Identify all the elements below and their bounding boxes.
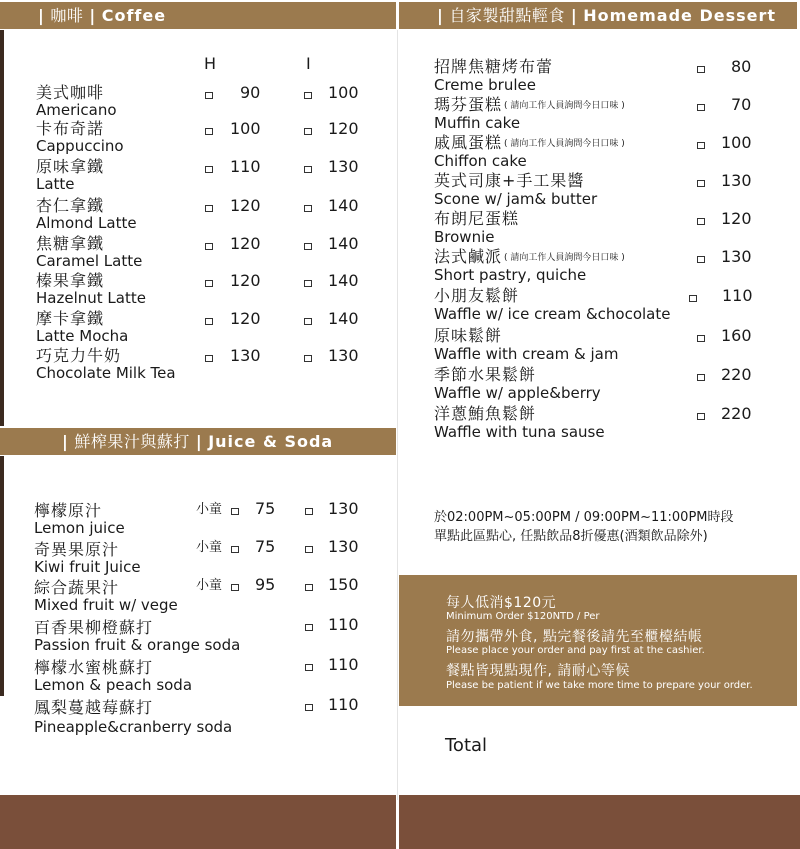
- iced-checkbox[interactable]: [304, 205, 312, 212]
- dessert-name-zh: 瑪芬蛋糕: [434, 95, 503, 114]
- hot-checkbox[interactable]: [205, 128, 213, 135]
- juice-item-name-zh: 綜合蔬果汁: [34, 578, 120, 597]
- dessert-price: 220: [721, 404, 752, 423]
- dessert-item-name-en: Waffle w/ apple&berry: [434, 383, 601, 402]
- juice-item-name-en: Lemon juice: [34, 519, 125, 537]
- dessert-item-name-en: Short pastry, quiche: [434, 265, 587, 284]
- juice-item-name-zh: 檸檬原汁: [34, 501, 103, 520]
- dessert-name-zh: 招牌焦糖烤布蕾: [434, 57, 554, 76]
- coffee-item: [36, 272, 146, 307]
- dessert-name-zh: 洋蔥鮪魚鬆餅: [434, 404, 537, 423]
- coffee-item-name-en: Caramel Latte: [36, 252, 143, 270]
- dessert-price: 220: [721, 365, 752, 384]
- hot-price: 110: [230, 157, 261, 176]
- juice-item-name-zh: 檸檬水蜜桃蘇打: [34, 658, 154, 677]
- dessert-item-name-zh: [434, 366, 601, 385]
- regular-checkbox[interactable]: [305, 704, 313, 711]
- column-header-hot: H: [204, 54, 217, 73]
- juice-item-name-en: Lemon & peach soda: [34, 676, 193, 694]
- iced-price: 140: [328, 271, 359, 290]
- juice-section-header: | 鮮榨果汁與蘇打 | Juice & Soda: [0, 428, 396, 455]
- juice-item: [34, 699, 232, 736]
- hot-checkbox[interactable]: [205, 166, 213, 173]
- dessert-checkbox[interactable]: [697, 142, 705, 149]
- hot-checkbox[interactable]: [205, 355, 213, 362]
- kid-size-label: 小童: [196, 578, 223, 593]
- dessert-item-name-en: Waffle with tuna sause: [434, 422, 605, 441]
- dessert-item: [434, 405, 605, 441]
- dessert-checkbox[interactable]: [697, 218, 705, 225]
- dessert-checkbox[interactable]: [697, 335, 705, 342]
- minimum-order-zh: 每人低消$120元: [446, 595, 557, 611]
- dessert-item: [434, 248, 625, 284]
- patience-zh: 餐點皆現點現作, 請耐心等候: [446, 663, 630, 679]
- hot-price: 120: [230, 309, 261, 328]
- iced-checkbox[interactable]: [304, 128, 312, 135]
- coffee-item: [36, 235, 142, 270]
- coffee-item-name-en: Almond Latte: [36, 214, 137, 232]
- hot-price: 120: [230, 196, 261, 215]
- pay-first-en: Please place your order and pay first at the cashier.: [446, 645, 705, 656]
- kid-size-label: 小童: [196, 540, 223, 555]
- juice-item: [34, 619, 240, 654]
- patience-en: Please be patient if we take more time to prepare your order.: [446, 680, 753, 691]
- coffee-item: [36, 120, 124, 155]
- dessert-item: [434, 327, 618, 363]
- notice-panel: [399, 575, 797, 706]
- coffee-item: [36, 310, 128, 345]
- coffee-item-name-en: Hazelnut Latte: [36, 289, 146, 307]
- dessert-name-zh: 法式鹹派: [434, 247, 503, 266]
- juice-header-zh: 鮮榨果汁與蘇打: [74, 432, 190, 451]
- column-divider: [397, 30, 398, 800]
- iced-checkbox[interactable]: [304, 92, 312, 99]
- column-header-iced: I: [306, 54, 311, 73]
- iced-price: 100: [328, 83, 359, 102]
- promo-discount: 單點此區點心, 任點飲品8折優惠(酒類飲品除外): [434, 529, 708, 544]
- dessert-item: [434, 172, 597, 208]
- regular-price: 130: [328, 537, 359, 556]
- dessert-item-name-zh: [434, 287, 670, 306]
- dessert-name-zh: 戚風蛋糕: [434, 133, 503, 152]
- coffee-item-name-en: Latte Mocha: [36, 327, 129, 345]
- regular-checkbox[interactable]: [305, 508, 313, 515]
- dessert-price: 130: [721, 171, 752, 190]
- dessert-flavor-note: ( 請向工作人員詢問今日口味 ): [504, 100, 625, 111]
- kid-price: 75: [255, 537, 276, 556]
- iced-checkbox[interactable]: [304, 243, 312, 250]
- juice-item: [34, 502, 125, 537]
- regular-price: 150: [328, 575, 359, 594]
- dessert-name-zh: 原味鬆餅: [434, 326, 503, 345]
- regular-checkbox[interactable]: [305, 546, 313, 553]
- dessert-item-name-zh: [434, 405, 605, 424]
- hot-price: 90: [240, 83, 261, 102]
- dessert-item-name-en: Brownie: [434, 227, 495, 246]
- juice-item-name-zh: 百香果柳橙蘇打: [34, 618, 154, 637]
- kid-size-checkbox[interactable]: [231, 584, 239, 591]
- coffee-item-name-en: Cappuccino: [36, 137, 124, 155]
- iced-price: 130: [328, 157, 359, 176]
- coffee-item-name-zh: 美式咖啡: [36, 83, 105, 102]
- dessert-flavor-note: ( 請向工作人員詢問今日口味 ): [504, 252, 625, 263]
- dessert-item-name-en: Waffle w/ ice cream &chocolate: [434, 304, 671, 323]
- iced-price: 140: [328, 234, 359, 253]
- dessert-name-zh: 季節水果鬆餅: [434, 365, 537, 384]
- dessert-name-zh: 布朗尼蛋糕: [434, 209, 520, 228]
- total-label: Total: [445, 735, 488, 756]
- dessert-price: 110: [722, 286, 753, 305]
- dessert-item: [434, 134, 625, 170]
- dessert-price: 160: [721, 326, 752, 345]
- kid-size-checkbox[interactable]: [231, 508, 239, 515]
- juice-item-name-en: Mixed fruit w/ vege: [34, 596, 178, 614]
- iced-checkbox[interactable]: [304, 355, 312, 362]
- coffee-item: [36, 347, 176, 382]
- kid-size-label: 小童: [196, 502, 223, 517]
- juice-item-name-en: Passion fruit & orange soda: [34, 636, 241, 654]
- coffee-item-name-zh: 卡布奇諾: [36, 119, 105, 138]
- coffee-item-name-en: Latte: [36, 175, 75, 193]
- iced-price: 140: [328, 196, 359, 215]
- juice-item-name-en: Pineapple&cranberry soda: [34, 718, 233, 736]
- coffee-header-zh: 咖啡: [50, 6, 84, 25]
- hot-checkbox[interactable]: [205, 243, 213, 250]
- coffee-header-en: Coffee: [101, 6, 167, 25]
- dessert-price: 70: [731, 95, 752, 114]
- pay-first-zh: 請勿攜帶外食, 點完餐後請先至櫃檯結帳: [446, 629, 703, 645]
- regular-checkbox[interactable]: [305, 664, 313, 671]
- dessert-item: [434, 96, 625, 132]
- dessert-item: [434, 210, 521, 246]
- coffee-item-name-en: Americano: [36, 101, 117, 119]
- dessert-price: 120: [721, 209, 752, 228]
- dessert-price: 80: [731, 57, 752, 76]
- dessert-header-en: Homemade Dessert: [583, 6, 777, 25]
- regular-price: 130: [328, 499, 359, 518]
- dessert-item: [434, 287, 670, 323]
- dessert-item-name-en: Waffle with cream & jam: [434, 344, 619, 363]
- dessert-price: 130: [721, 247, 752, 266]
- left-edge-shadow: [0, 456, 4, 696]
- dessert-item-name-zh: [434, 210, 521, 229]
- dessert-item-name-zh: [434, 58, 555, 77]
- dessert-checkbox[interactable]: [697, 66, 705, 73]
- left-edge-shadow: [0, 30, 4, 426]
- juice-header-en: Juice & Soda: [208, 432, 334, 451]
- promo-hours: 於02:00PM~05:00PM / 09:00PM~11:00PM時段: [434, 510, 734, 525]
- juice-item-name-en: Kiwi fruit Juice: [34, 558, 141, 576]
- iced-checkbox[interactable]: [304, 318, 312, 325]
- coffee-item-name-zh: 榛果拿鐵: [36, 271, 105, 290]
- regular-price: 110: [328, 655, 359, 674]
- iced-price: 140: [328, 309, 359, 328]
- dessert-item-name-zh: [434, 172, 597, 191]
- dessert-checkbox[interactable]: [697, 256, 705, 263]
- coffee-item-name-en: Chocolate Milk Tea: [36, 364, 176, 382]
- hot-price: 120: [230, 234, 261, 253]
- regular-price: 110: [328, 695, 359, 714]
- juice-item: [34, 659, 192, 694]
- coffee-item: [36, 197, 137, 232]
- coffee-section-header: | 咖啡 | Coffee: [0, 2, 396, 29]
- dessert-item-name-zh: [434, 96, 625, 115]
- dessert-checkbox[interactable]: [697, 180, 705, 187]
- coffee-item: [36, 84, 117, 119]
- juice-item-name-zh: 奇異果原汁: [34, 540, 120, 559]
- coffee-item-name-zh: 原味拿鐵: [36, 157, 105, 176]
- minimum-order-en: Minimum Order $120NTD / Per: [446, 611, 600, 622]
- juice-item-name-zh: 鳳梨蔓越莓蘇打: [34, 698, 154, 717]
- dessert-item: [434, 58, 555, 94]
- dessert-item-name-en: Chiffon cake: [434, 151, 527, 170]
- dessert-item-name-en: Creme brulee: [434, 75, 536, 94]
- iced-checkbox[interactable]: [304, 280, 312, 287]
- juice-item: [34, 579, 178, 614]
- hot-price: 100: [230, 119, 261, 138]
- iced-price: 120: [328, 119, 359, 138]
- iced-price: 130: [328, 346, 359, 365]
- juice-item: [34, 541, 141, 576]
- dessert-header-zh: 自家製甜點輕食: [449, 6, 565, 25]
- dessert-checkbox[interactable]: [697, 374, 705, 381]
- dessert-section-header: | 自家製甜點輕食 | Homemade Dessert: [399, 2, 797, 29]
- dessert-item-name-zh: [434, 134, 625, 153]
- coffee-item-name-zh: 巧克力牛奶: [36, 346, 122, 365]
- hot-checkbox[interactable]: [205, 318, 213, 325]
- dessert-item-name-zh: [434, 248, 625, 267]
- dessert-checkbox[interactable]: [697, 413, 705, 420]
- dessert-item-name-zh: [434, 327, 618, 346]
- hot-price: 120: [230, 271, 261, 290]
- footer-band-left: [0, 795, 396, 849]
- hot-checkbox[interactable]: [205, 205, 213, 212]
- coffee-item-name-zh: 焦糖拿鐵: [36, 234, 105, 253]
- dessert-item-name-en: Muffin cake: [434, 113, 521, 132]
- coffee-item: [36, 158, 104, 193]
- kid-price: 75: [255, 499, 276, 518]
- regular-price: 110: [328, 615, 359, 634]
- kid-price: 95: [255, 575, 276, 594]
- regular-checkbox[interactable]: [305, 584, 313, 591]
- dessert-name-zh: 小朋友鬆餅: [434, 286, 520, 305]
- hot-checkbox[interactable]: [205, 280, 213, 287]
- coffee-item-name-zh: 杏仁拿鐵: [36, 196, 105, 215]
- regular-checkbox[interactable]: [305, 624, 313, 631]
- dessert-item: [434, 366, 601, 402]
- dessert-checkbox[interactable]: [689, 295, 697, 302]
- dessert-name-zh: 英式司康+手工果醬: [434, 171, 585, 190]
- kid-size-checkbox[interactable]: [231, 546, 239, 553]
- footer-band-right: [399, 795, 800, 849]
- dessert-flavor-note: ( 請向工作人員詢問今日口味 ): [504, 138, 625, 149]
- hot-price: 130: [230, 346, 261, 365]
- hot-checkbox[interactable]: [205, 92, 213, 99]
- coffee-item-name-zh: 摩卡拿鐵: [36, 309, 105, 328]
- dessert-item-name-en: Scone w/ jam& butter: [434, 189, 598, 208]
- iced-checkbox[interactable]: [304, 166, 312, 173]
- dessert-checkbox[interactable]: [697, 104, 705, 111]
- dessert-price: 100: [721, 133, 752, 152]
